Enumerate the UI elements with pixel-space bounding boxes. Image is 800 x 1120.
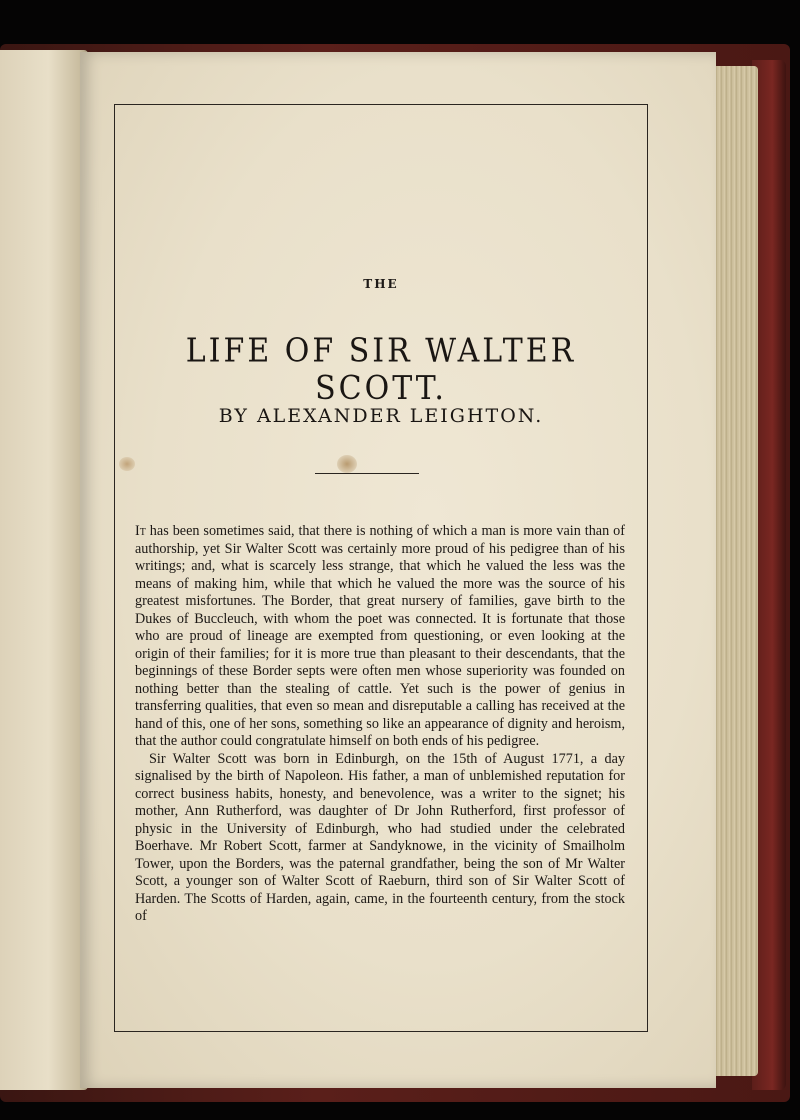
title-prefix: THE — [363, 277, 399, 291]
drop-word: It — [135, 523, 146, 539]
page-title: LIFE OF SIR WALTER SCOTT. — [185, 332, 577, 408]
paragraph — [135, 751, 625, 926]
page-frame — [114, 104, 648, 1032]
book-page — [80, 52, 716, 1088]
title-divider — [315, 473, 419, 474]
author-byline: BY ALEXANDER LEIGHTON. — [218, 405, 544, 427]
left-page — [0, 50, 88, 1090]
foxing-spot — [119, 457, 135, 471]
paragraph-text: has been sometimes said, that there is nothing of which a man is more vain than of authorship, yet Sir Walter Scott was certainly more proud of his pedigree than of his writings; and, what is scarcely less strange, that which he valued the less was the means of making him, while that which he valued the more was the source of his greatest misfortunes. The Border, that great nursery of families, gave birth to the Dukes of Buccleuch, with whom the poet was connected. It is fortunate that those who are proud of lineage are exempted from questioning, or even looking at the origin of their families; for it is more true than pleasant to their descendants, that the beginnings of these Border septs were often men whose superiority was founded on nothing better than the stealing of cattle. Yet such is the power of genius in transferring qualities, that even so mean and disreputable a calling has received at the hand of this, one of her sons, something so like an appearance of dignity and heroism, that the author could congratulate himself on both ends of his pedigree. — [135, 523, 625, 749]
paragraph — [135, 523, 625, 751]
paragraph-text: Sir Walter Scott was born in Edinburgh, on the 15th of August 1771, a day signalised by the birth of Napoleon. His father, a man of unblemished reputation for correct business habits, honesty, and benevolence, was a writer to the signet; his mother, Ann Rutherford, was daughter of Dr John Rutherford, first professor of physic in the University of Edinburgh, who had studied under the celebrated Boerhave. Mr Robert Scott, farmer at Sandyknowe, in the vicinity of Smailholm Tower, upon the Borders, was the paternal grandfather, being the son of Mr Walter Scott, a younger son of Walter Scott of Raeburn, third son of Sir Walter Scott of Harden. The Scotts of Harden, again, came, in the fourteenth century, from the stock of — [135, 750, 625, 924]
foxing-spot — [337, 455, 357, 473]
body-text — [135, 523, 625, 926]
